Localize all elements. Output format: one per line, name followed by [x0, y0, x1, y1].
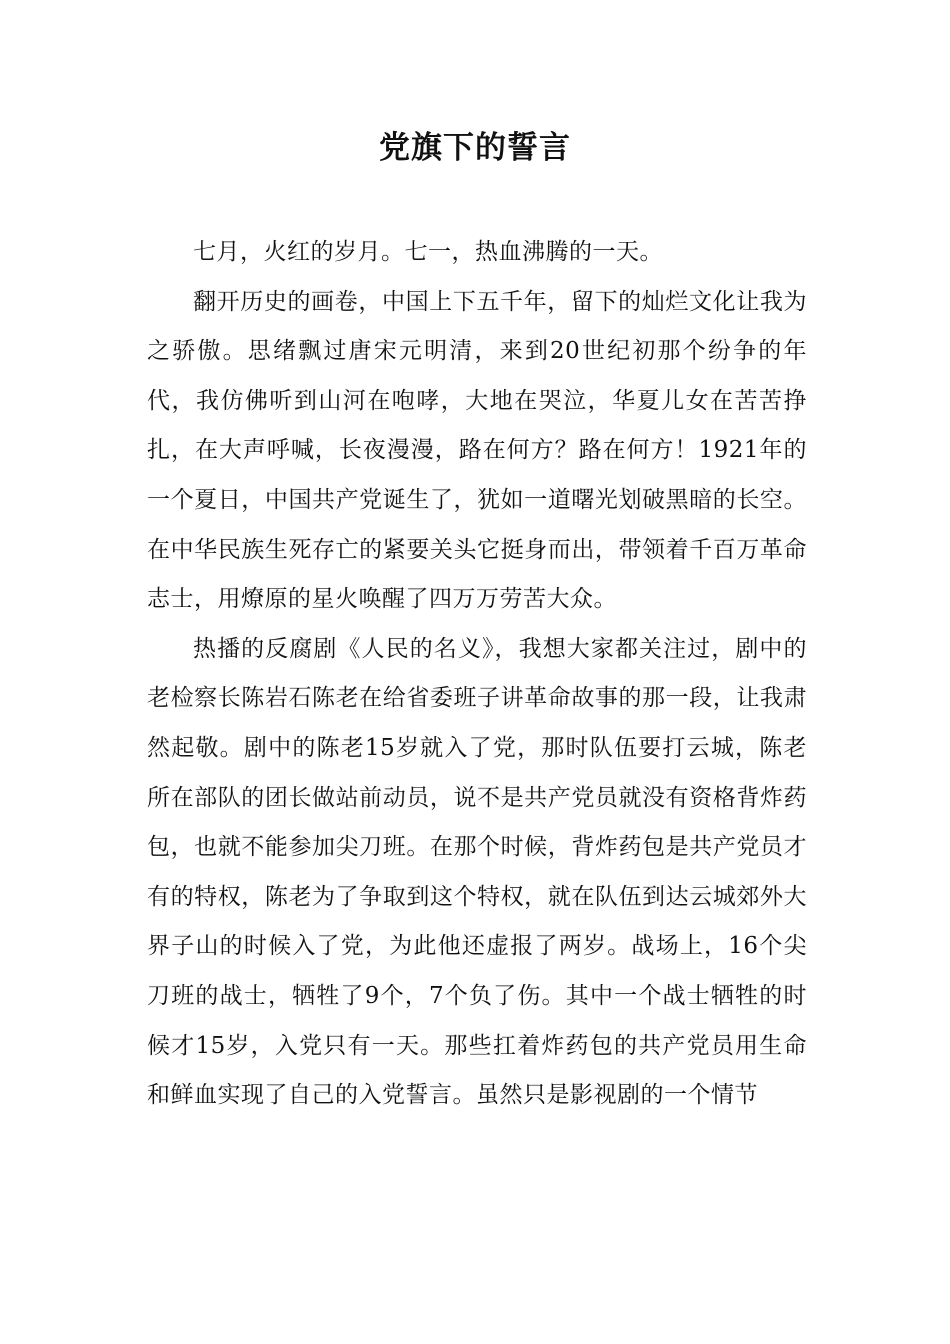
paragraph-drama: 热播的反腐剧《人民的名义》，我想大家都关注过，剧中的老检察长陈岩石陈老在给省委班子讲革命故事的那一段，让我肃然起敬。剧中的陈老15岁就入了党，那时队伍要打云城，陈老所在部队的团长做站前动员，说不是共产党员就没有资格背炸药包，也就不能参加尖刀班。在那个时候，背炸药包是共产党员才有的特权，陈老为了争取到这个特权，就在队伍到达云城郊外大界子山的时候入了党，为此他还虚报了两岁。战场上，16个尖刀班的战士，牺牲了9个，7个负了伤。其中一个战士牺牲的时候才15岁，入党只有一天。那些扛着炸药包的共产党员用生命和鲜血实现了自己的入党誓言。虽然只是影视剧的一个情节	[147, 635, 807, 1109]
document-title: 党旗下的誓言	[379, 130, 571, 166]
paragraph-intro: 七月，火红的岁月。七一，热血沸腾的一天。	[193, 239, 663, 265]
paragraph-history: 翻开历史的画卷，中国上下五千年，留下的灿烂文化让我为之骄傲。思绪飘过唐宋元明清，来到20世纪初那个纷争的年代，我仿佛听到山河在咆哮，大地在哭泣，华夏儿女在苦苦挣扎，在大声呼喊，长夜漫漫，路在何方？路在何方！1921年的一个夏日，中国共产党诞生了，犹如一道曙光划破黑暗的长空。在中华民族生死存亡的紧要关头它挺身而出，带领着千百万革命志士，用燎原的星火唤醒了四万万劳苦大众。	[147, 288, 807, 613]
document-body	[147, 228, 807, 1121]
